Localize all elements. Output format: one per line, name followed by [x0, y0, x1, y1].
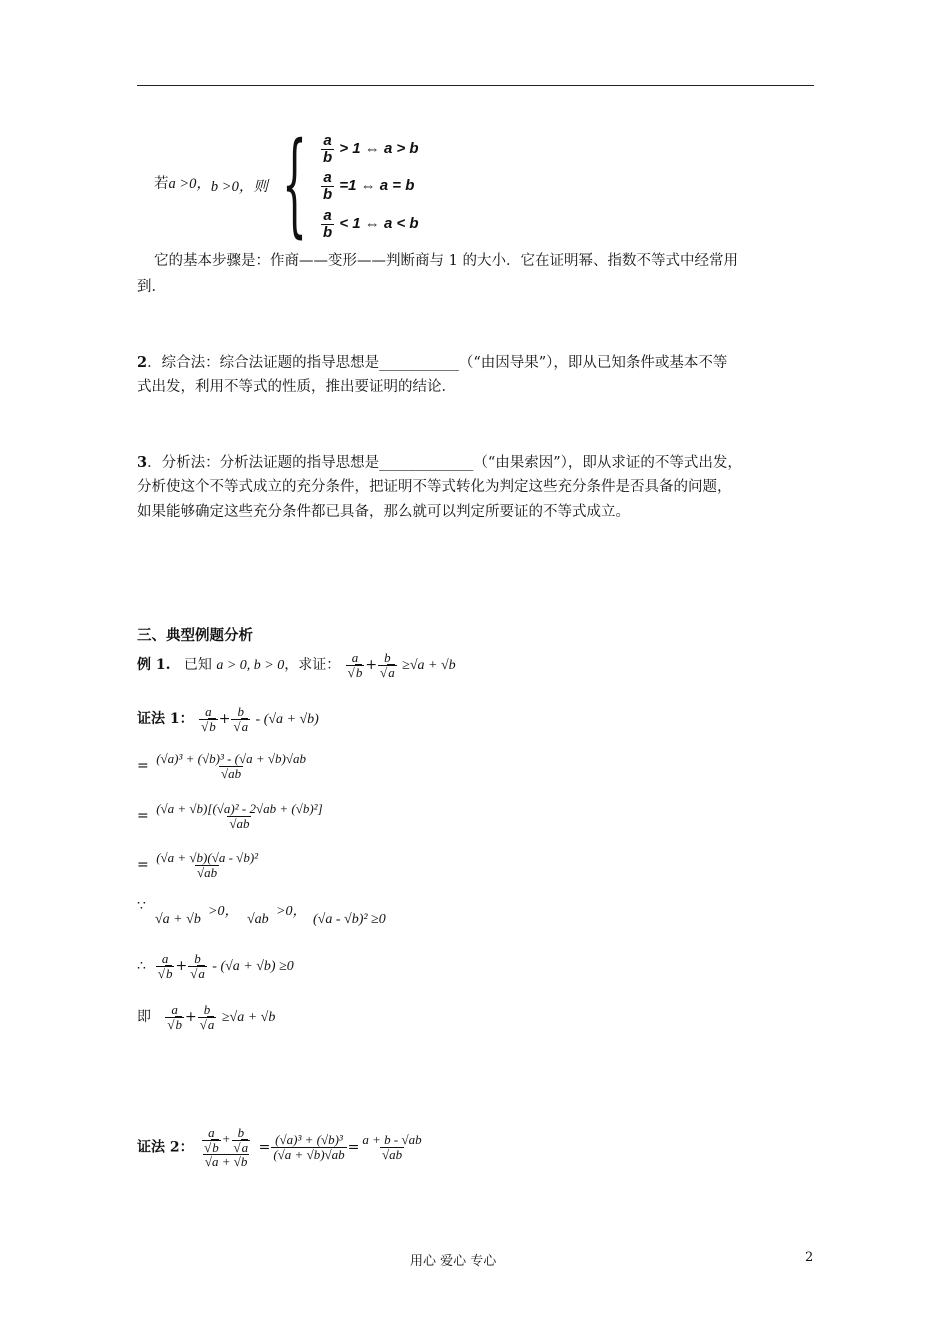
section-heading: 三、典型例题分析: [137, 627, 253, 644]
steps-line-2: 到．: [137, 279, 166, 295]
case-row-2: $\frac{a}{b}$ =1 ⇔ a = b: [323, 169, 415, 203]
example-1: 例 1. 已知 a > 0, b > 0，求证： $\frac{a}{√b}$ + $\frac{b}{√a}$ ≥√a + √b: [137, 650, 456, 680]
proof1-step-2: = $\frac{\text{(√a + √b)[(√a)² - 2√ab + (√b)²]}}{√ab}$: [137, 801, 323, 831]
left-brace: {: [282, 119, 307, 249]
proof1-conclusion: 即 $\frac{a}{√b}$ + $\frac{b}{√a}$ ≥√a + √b: [137, 1002, 276, 1032]
section3-line-2: 分析使这个不等式成立的充分条件，把证明不等式转化为判定这些充分条件是否具备的问题，: [137, 479, 732, 495]
because-sum: √a + √b: [155, 912, 201, 927]
steps-line-1: 它的基本步骤是：作商——变形——判断商与 1 的大小．它在证明幂、指数不等式中经常用: [154, 253, 738, 269]
proof1-step-1: = $\frac{\text{(√a)³ + (√b)³ - (√a + √b)√ab}}{√ab}$: [137, 751, 307, 781]
because-sqrt-ab: √ab: [247, 912, 269, 927]
proof1-step-3: = $\frac{\text{(√a + √b)(√a - √b)²}}{√ab}$: [137, 850, 259, 880]
header-rule: [137, 85, 814, 86]
because-gt0-a: >0，: [208, 904, 239, 919]
case-condition: 若a >0，b >0，则: [154, 176, 268, 195]
footer-motto: 用心 爱心 专心: [410, 1254, 497, 1269]
section2-line-2: 式出发，利用不等式的性质，推出要证明的结论．: [137, 379, 456, 395]
section2-line-1: 2．综合法：综合法证题的指导思想是___________（“由因导果”），即从已知条件或基本不等: [137, 354, 728, 371]
case-row-3: $\frac{a}{b}$ < 1 ⇔ a < b: [323, 207, 419, 241]
proof1-therefore: ∴ $\frac{a}{√b}$ + $\frac{b}{√a}$ - (√a + √b) ≥0: [137, 951, 294, 981]
section3-line-3: 如果能够确定这些充分条件都已具备，那么就可以判定所要证的不等式成立。: [137, 504, 630, 520]
because-gt0-b: >0，: [276, 904, 307, 919]
because-square: (√a - √b)² ≥0: [313, 912, 386, 927]
section3-line-1: 3．分析法：分析法证题的指导思想是_____________（“由果索因”），即从求证的不等式出发，: [137, 454, 742, 471]
proof1-line-1: 证法 1： $\frac{a}{√b}$ + $\frac{b}{√a}$ - (√a + √b): [137, 704, 319, 734]
case-row-1: $\frac{a}{b}$ > 1 ⇔ a > b: [323, 132, 419, 166]
proof2: 证法 2： $\frac{a}{√b}$ + $\frac{b}{√a}$ √a + √b = $\frac{\text{(√a)³ + (√b)³}}{(√a + √b)√ab}$ = $\frac{a + b - √ab}{√ab}$: [137, 1125, 422, 1170]
page-number: 2: [805, 1250, 814, 1265]
proof1-because: ∵: [137, 898, 146, 914]
